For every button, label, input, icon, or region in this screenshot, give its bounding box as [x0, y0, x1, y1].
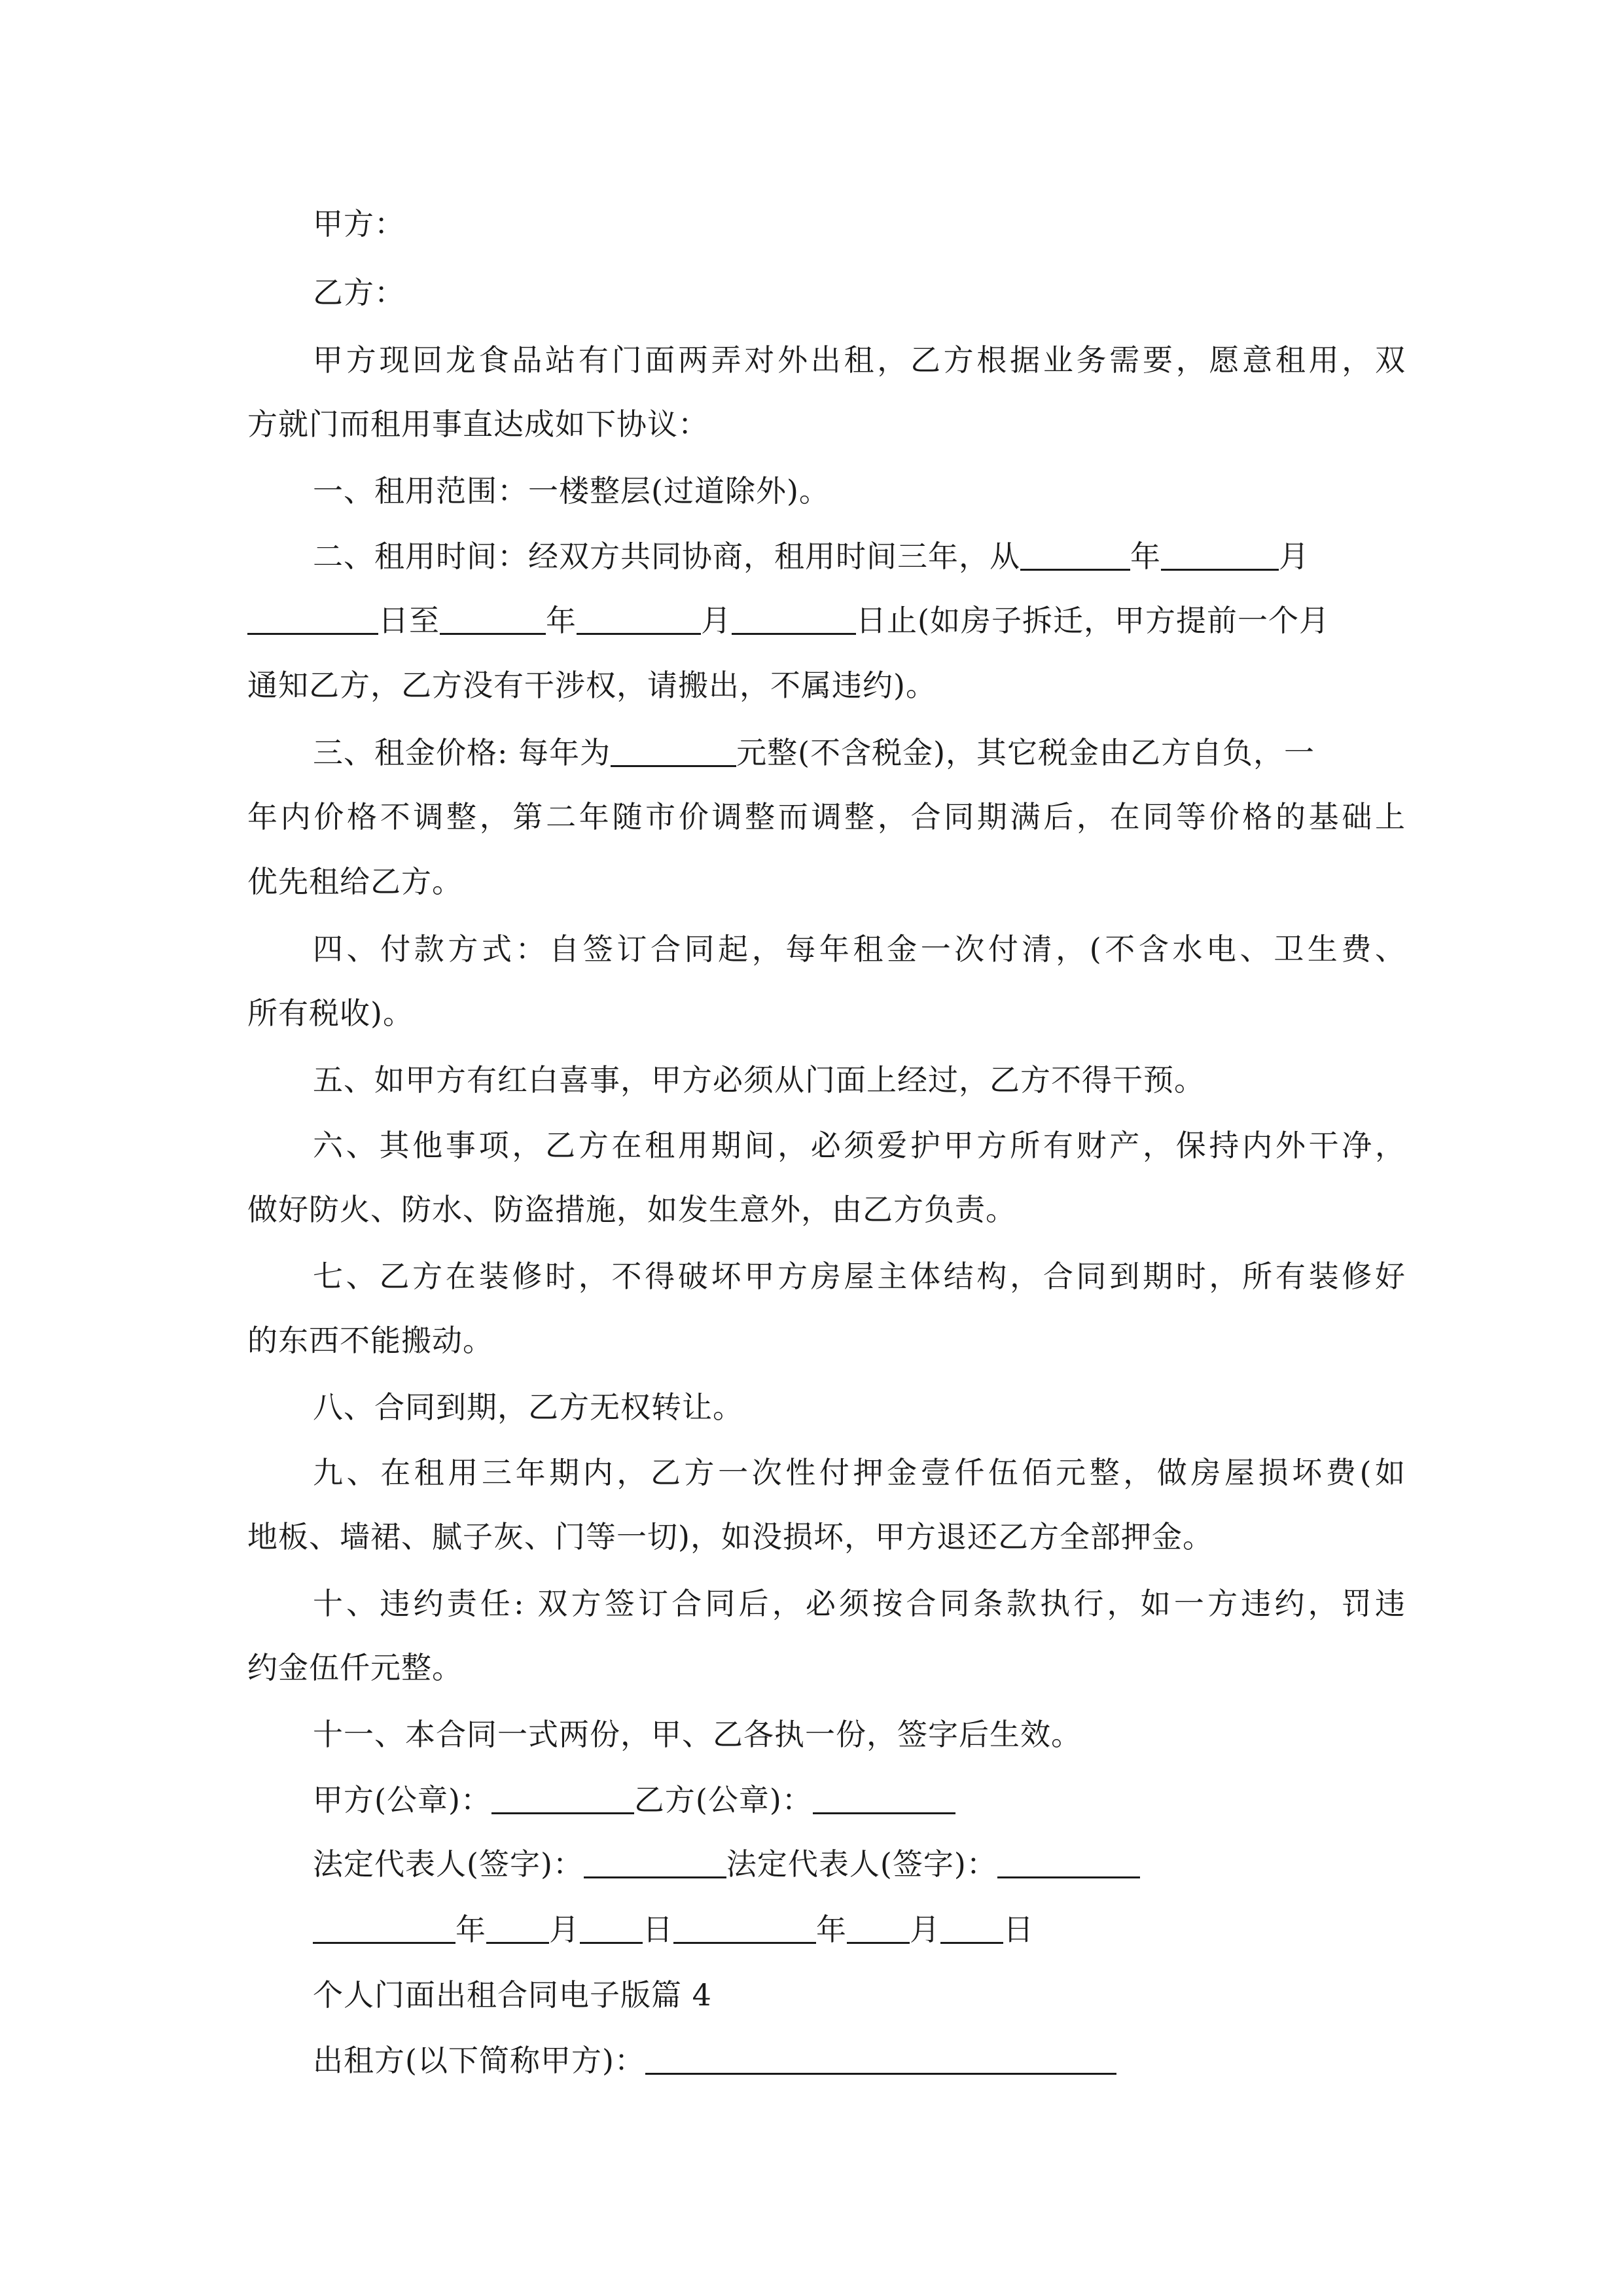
clause-2-line-3: 通知乙方，乙方没有干涉权，请搬出，不属违约)。 [247, 668, 936, 703]
month-label: 月 [910, 1912, 940, 1947]
legal-rep-label-b: 法定代表人(签字)： [726, 1846, 997, 1882]
clause-2-line-2 [247, 601, 1406, 640]
party-b-label: 乙方： [313, 275, 405, 310]
party-b-month-blank[interactable] [847, 1912, 910, 1944]
party-b-seal-blank[interactable] [813, 1782, 955, 1814]
clause-11: 十一、本合同一式两份，甲、乙各执一份，签字后生效。 [313, 1717, 1082, 1752]
month-label: 月 [701, 603, 732, 638]
party-a-year-blank[interactable] [313, 1912, 455, 1944]
year-label: 年 [455, 1912, 486, 1947]
clause-9-line-2: 地板、墙裙、腻子灰、门等一切)，如没损坏，甲方退还乙方全部押金。 [247, 1519, 1213, 1554]
year-label: 年 [546, 603, 577, 638]
clause-8: 八、合同到期，乙方无权转让。 [313, 1390, 743, 1425]
party-a-seal-blank[interactable] [491, 1782, 634, 1814]
clause-6-line-1: 六、其他事项，乙方在租用期间，必须爱护甲方所有财产，保持内外干净， [313, 1128, 1406, 1163]
lessor-blank[interactable] [645, 2043, 1116, 2075]
start-year-blank[interactable] [1020, 539, 1130, 571]
intro-line-2: 方就门而租用事直达成如下协议： [247, 406, 709, 442]
seal-line [313, 1780, 1471, 1820]
date-line [313, 1910, 1471, 1949]
year-label: 年 [1130, 539, 1161, 574]
legal-rep-line [313, 1844, 1471, 1884]
legal-rep-label-a: 法定代表人(签字)： [313, 1846, 584, 1882]
lessor-label: 出租方(以下简称甲方)： [313, 2043, 645, 2078]
clause-2-text: 二、租用时间：经双方共同协商，租用时间三年，从 [313, 539, 1020, 574]
clause-3-line-3: 优先租给乙方。 [247, 864, 463, 899]
party-b-year-blank[interactable] [673, 1912, 816, 1944]
end-day-blank[interactable] [732, 603, 856, 635]
clause-1: 一、租用范围：一楼整层(过道除外)。 [313, 473, 830, 509]
section-title: 个人门面出租合同电子版篇 4 [313, 1977, 712, 2013]
party-a-label: 甲方： [313, 206, 405, 242]
clause-2-line-1 [313, 537, 1471, 576]
clause-4-line-2: 所有税收)。 [247, 996, 414, 1031]
month-label: 月 [1279, 539, 1310, 574]
clause-5: 五、如甲方有红白喜事，甲方必须从门面上经过，乙方不得干预。 [313, 1062, 1205, 1098]
clause-3-text: 三、租金价格: 每年为 [313, 735, 611, 770]
clause-7-line-2: 的东西不能搬动。 [247, 1323, 493, 1358]
clause-9-line-1: 九、在租用三年期内，乙方一次性付押金壹仟伍佰元整，做房屋损坏费(如 [313, 1455, 1406, 1490]
clause-10-line-1: 十、违约责任: 双方签订合同后，必须按合同条款执行，如一方违约，罚违 [313, 1586, 1406, 1621]
day-label: 日 [1003, 1912, 1034, 1947]
clause-3-line-2: 年内价格不调整，第二年随市价调整而调整，合同期满后，在同等价格的基础上 [247, 799, 1406, 834]
party-b-day-blank[interactable] [940, 1912, 1003, 1944]
clause-3-line-1 [313, 733, 1471, 772]
day-to-label: 日至 [378, 603, 440, 638]
clause-7-line-1: 七、乙方在装修时，不得破坏甲方房屋主体结构，合同到期时，所有装修好 [313, 1259, 1406, 1294]
lessor-line [313, 2041, 1471, 2080]
clause-3-text-b: 元整(不含税金)，其它税金由乙方自负，一 [736, 735, 1315, 770]
day-label: 日 [643, 1912, 673, 1947]
party-b-seal-label: 乙方(公章)： [633, 1782, 813, 1818]
legal-rep-b-blank[interactable] [997, 1846, 1140, 1878]
annual-rent-blank[interactable] [611, 735, 736, 767]
intro-line-1: 甲方现回龙食品站有门面两弄对外出租，乙方根据业务需要，愿意租用，双 [313, 342, 1406, 378]
party-a-month-blank[interactable] [486, 1912, 549, 1944]
day-end-text: 日止(如房子拆迁，甲方提前一个月 [856, 603, 1330, 638]
clause-4-line-1: 四、付款方式：自签订合同起，每年租金一次付清，(不含水电、卫生费、 [313, 931, 1406, 967]
month-label: 月 [549, 1912, 580, 1947]
clause-10-line-2: 约金伍仟元整。 [247, 1650, 463, 1685]
start-day-blank[interactable] [247, 603, 378, 635]
clause-6-line-2: 做好防火、防水、防盗措施，如发生意外，由乙方负责。 [247, 1192, 1016, 1227]
start-month-blank[interactable] [1161, 539, 1279, 571]
legal-rep-a-blank[interactable] [584, 1846, 726, 1878]
end-year-blank[interactable] [440, 603, 546, 635]
year-label: 年 [816, 1912, 847, 1947]
party-a-seal-label: 甲方(公章)： [313, 1782, 491, 1818]
end-month-blank[interactable] [577, 603, 701, 635]
party-a-day-blank[interactable] [580, 1912, 643, 1944]
